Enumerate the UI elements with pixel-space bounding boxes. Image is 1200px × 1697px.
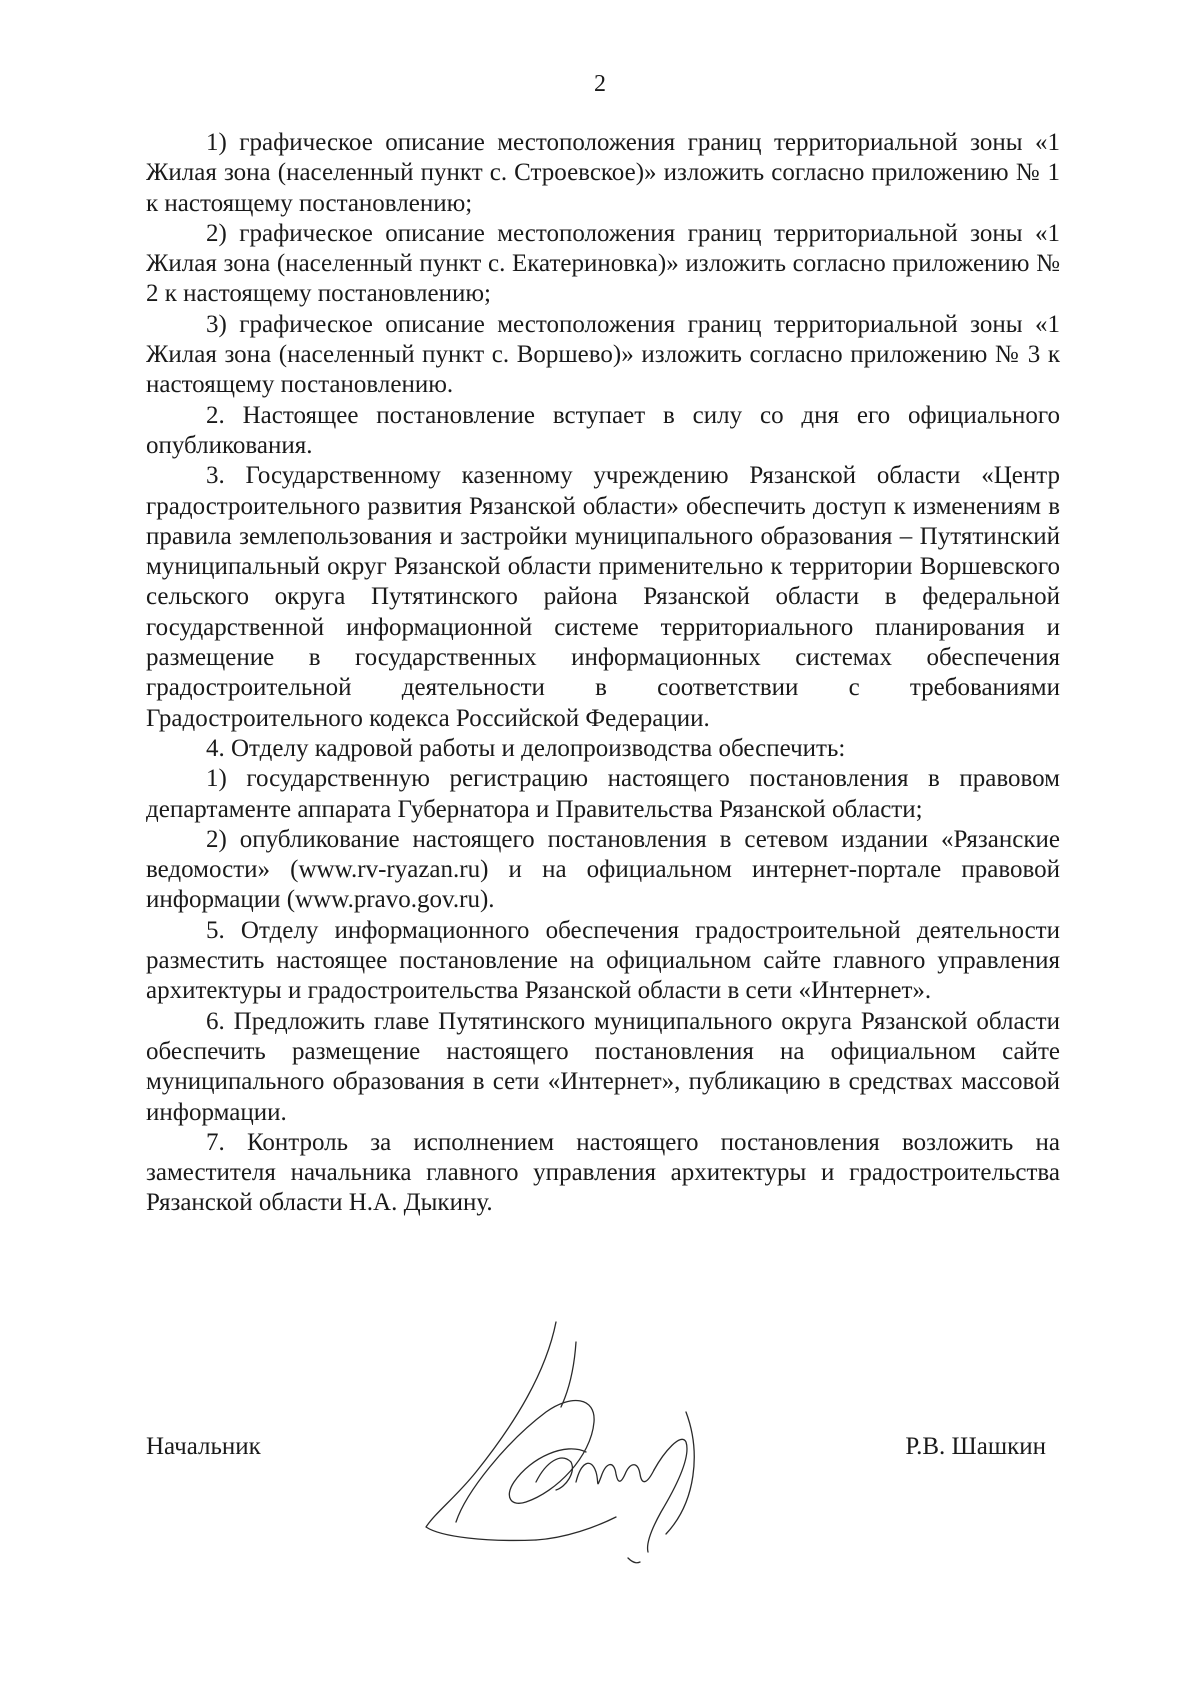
signature-block — [146, 1432, 1046, 1582]
paragraph: 4. Отделу кадровой работы и делопроизводства обеспечить: — [206, 734, 846, 762]
page-number: 2 — [594, 71, 606, 97]
paragraph: 2) опубликование настоящего постановления в сетевом издании «Рязанские ведомости» (www.rv-ryazan.ru) и на официальном интернет-портале правовой информации (www.pravo.gov.ru). — [146, 825, 1060, 914]
handwritten-signature-icon — [396, 1312, 756, 1572]
paragraph: 1) государственную регистрацию настоящего постановления в правовом департаменте аппарата Губернатора и Правительства Рязанской области; — [146, 765, 1060, 823]
paragraph: 2. Настоящее постановление вступает в силу со дня его официального опубликования. — [146, 401, 1060, 459]
document-body — [146, 128, 1060, 1219]
paragraph: 1) графическое описание местоположения границ территориальной зоны «1 Жилая зона (населенный пункт с. Строевское)» изложить согласно приложению № 1 к настоящему постановлению; — [146, 129, 1060, 217]
paragraph: 6. Предложить главе Путятинского муниципального округа Рязанской области обеспечить размещение настоящего постановления на официальном сайте муниципального образования в сети «Интернет», публикацию в средствах массовой информации. — [146, 1007, 1060, 1126]
paragraph: 2) графическое описание местоположения границ территориальной зоны «1 Жилая зона (населенный пункт с. Екатериновка)» изложить согласно приложению № 2 к настоящему постановлению; — [146, 219, 1060, 308]
paragraph: 7. Контроль за исполнением настоящего постановления возложить на заместителя начальника главного управления архитектуры и градостроительства Рязанской области Н.А. Дыкину. — [146, 1128, 1060, 1217]
signatory-position: Начальник — [146, 1433, 261, 1460]
paragraph: 3. Государственному казенному учреждению Рязанской области «Центр градостроительного развития Рязанской области» обеспечить доступ к изменениям в правила землепользования и застройки муниципального образования – Путятинский муниципальный округ Рязанской области применительно к территории Воршевского сельского округа Путятинского района Рязанской области в федеральной государственной информационной системе территориального планирования и размещение в государственных информационных системах обеспечения градостроительной деятельности в соответствии с требованиями Градостроительного кодекса Российской Федерации. — [146, 462, 1060, 732]
signatory-name: Р.В. Шашкин — [905, 1433, 1046, 1460]
paragraph: 3) графическое описание местоположения границ территориальной зоны «1 Жилая зона (населенный пункт с. Воршево)» изложить согласно приложению № 3 к настоящему постановлению. — [146, 310, 1060, 399]
paragraph: 5. Отделу информационного обеспечения градостроительной деятельности разместить настоящее постановление на официальном сайте главного управления архитектуры и градостроительства Рязанской области в сети «Интернет». — [146, 916, 1060, 1005]
